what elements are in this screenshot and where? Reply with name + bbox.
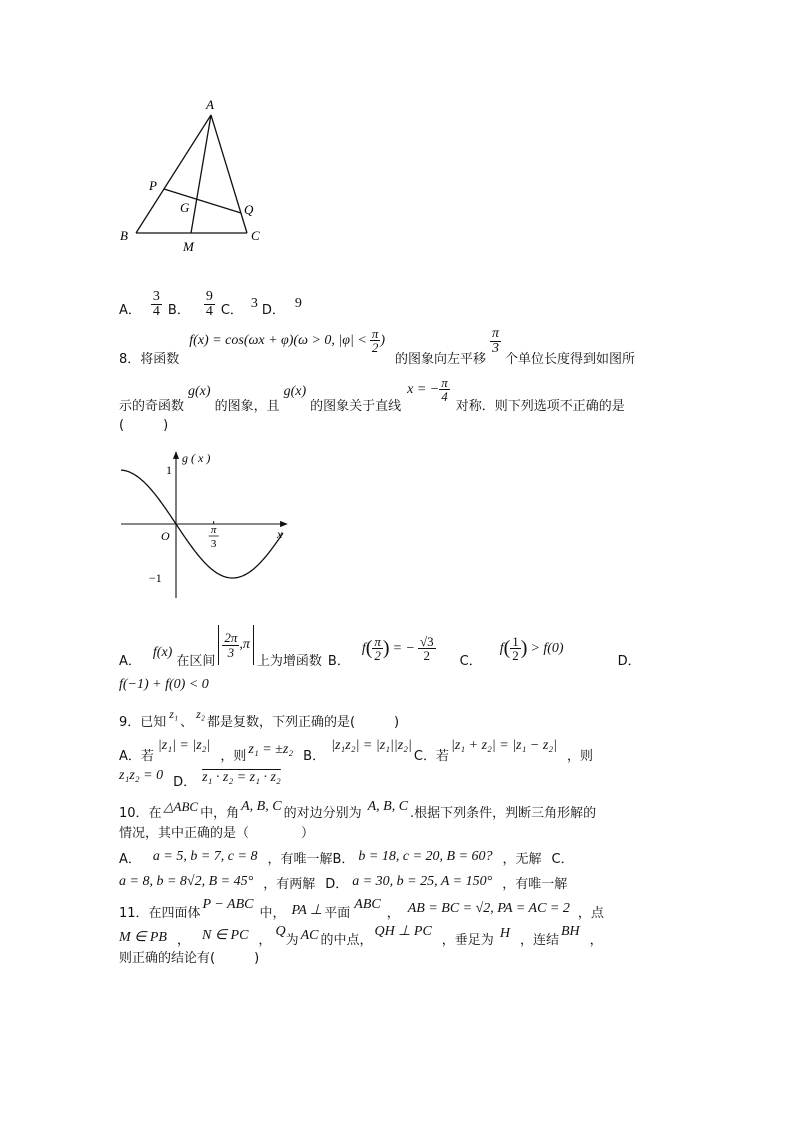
q10-option-c-label: C． <box>551 852 574 867</box>
q8-option-c-label: C． <box>459 654 482 669</box>
q8-option-d-label: D． <box>617 654 641 669</box>
q8-option-d-expr: f(−1) + f(0) < 0 <box>119 677 209 692</box>
q7-option-c-value: 3 <box>250 296 258 311</box>
q9-z2: z₂ <box>196 707 205 721</box>
q8-option-b-expr: f ( $\frac{\pi}{2}$ ) = − $\frac{√3}{2}$ <box>361 633 434 664</box>
q10-option-d-expr: a = 30, b = 25, A = 150° <box>352 874 493 889</box>
q9-option-d-expr: z₁ · z₂ = z₁ · z₂ <box>202 770 281 785</box>
q8-prefix: 8．将函数 <box>119 352 180 367</box>
y-tick-minus-1: −1 <box>149 571 162 585</box>
q9-option-c-label: C．若 <box>413 749 449 764</box>
q8-option-b-label: B． <box>327 654 350 669</box>
q9-stem: 9．已知 z₁ 、 z₂ 都是复数，下列正确的是( ) <box>119 707 400 730</box>
q11-ac: AC <box>300 928 319 943</box>
q8-shift: $\frac{\pi}{3}$ <box>492 325 500 357</box>
q9-option-b-label: B． <box>303 749 326 764</box>
q8-option-a-interval: $\frac{2\pi}{3}$ ,π <box>218 625 254 665</box>
q7-option-a-label: A． <box>119 303 141 318</box>
q8-option-a-label: A． <box>119 654 141 669</box>
q8-line-2: 示的奇函数 g(x) 的图象，且 g(x) 的图象关于直线 x = − $\frac{\pi}{4}$ 对称．则下列选项不正确的是 <box>119 374 625 414</box>
q10-option-d-label: D． <box>325 877 349 892</box>
q7-option-c-label: C． <box>220 303 243 318</box>
q9-option-a-result: z₁ = ±z₂ <box>248 742 294 757</box>
q11-n-in-pc: N ∈ PC <box>201 928 249 943</box>
y-tick-1: 1 <box>166 463 172 477</box>
origin-label: O <box>161 529 170 543</box>
x-tick-num: π <box>210 524 217 536</box>
label-q: Q <box>244 202 254 217</box>
q10-option-a-expr: a = 5, b = 7, c = 8 <box>152 849 258 864</box>
q9-options-line-1: A．若 |z₁| = |z₂| ，则 z₁ = ±z₂ B． |z₁z₂| = |z₁||z₂| C．若 |z₁ + z₂| = |z₁ − z₂| ，则 <box>119 738 593 764</box>
q10-option-b-expr: b = 18, c = 20, B = 60? <box>358 849 493 864</box>
q9-option-c-result: z₁z₂ = 0 <box>119 768 164 783</box>
q10-options-line-2: a = 8, b = 8√2, B = 45° ，有两解 D． a = 30, b = 25, A = 150° ，有唯一解 <box>119 874 568 892</box>
label-m: M <box>183 239 194 254</box>
q11-pa-perp: PA ⊥ <box>291 903 323 918</box>
x-axis-label: x <box>277 527 283 541</box>
q9-option-c-cond: |z₁ + z₂| = |z₁ − z₂| <box>450 738 557 753</box>
q10-angles: A, B, C <box>241 799 282 814</box>
q9-z1: z₁ <box>169 707 179 721</box>
label-c: C <box>251 228 260 243</box>
q7-option-b-label: B． <box>167 303 190 318</box>
q11-h: H <box>499 926 510 941</box>
q10-options-line-1: A． a = 5, b = 7, c = 8 ，有唯一解 B． b = 18, c = 20, B = 60? ，无解 C． <box>119 849 574 867</box>
q8-option-c-expr: f ( $\frac{1}{2}$ ) > f(0) <box>499 633 564 664</box>
q11-tetrahedron: P − ABC <box>202 897 254 912</box>
q7-option-b-value: $\frac{9}{4}$ <box>205 288 213 320</box>
label-a: A <box>206 97 214 112</box>
q8-function: f(x) = cos(ωx + φ)(ω > 0, |φ| < $\frac{\pi}{2}$ ) <box>189 325 386 356</box>
q10-triangle: △ABC <box>163 799 199 814</box>
q10-option-b-label: B． <box>332 852 355 867</box>
q10-option-c-expr: a = 8, b = 8√2, B = 45° <box>119 874 254 889</box>
side-ac <box>211 115 247 233</box>
q11-line-2: M ∈ PB ， N ∈ PC ， Q 为 AC 的中点， QH ⊥ PC ，垂足为 H ，连结 BH ， <box>119 924 603 948</box>
q10-sides: A, B, C <box>367 799 409 814</box>
q7-option-d-label: D． <box>261 303 285 318</box>
q11-plane-abc: ABC <box>354 897 381 912</box>
label-b: B <box>120 228 128 243</box>
q9-option-a-label: A．若 <box>119 749 154 764</box>
q10-stem-2: 情况，其中正确的是（ ） <box>119 826 315 841</box>
q9-options-line-2 <box>119 764 281 790</box>
q11-condition: AB = BC = √2, PA = AC = 2 <box>407 901 570 916</box>
q7-options <box>119 275 302 320</box>
segment-pq <box>164 189 241 213</box>
q8-line-1 <box>119 325 635 367</box>
label-g: G <box>180 200 190 215</box>
q7-option-a-value: $\frac{3}{4}$ <box>152 288 160 320</box>
q8-option-a-fx: f(x) <box>152 645 173 660</box>
q10-stem-1: 10．在 △ABC 中，角 A, B, C 的对边分别为 A, B, C .根据下列条件，判断三角形解的 <box>119 799 597 821</box>
q7-option-d-value: 9 <box>294 296 302 311</box>
x-tick-den: 3 <box>210 538 217 550</box>
q8-answer-paren: ( ) <box>119 418 169 433</box>
q9-option-d-label: D． <box>173 775 197 790</box>
q11-bh: BH <box>560 924 580 939</box>
label-p: P <box>149 178 157 193</box>
median-am <box>191 115 211 233</box>
q9-option-b-expr: |z₁z₂| = |z₁||z₂| <box>331 738 412 753</box>
side-ab <box>136 115 211 233</box>
gx-graph <box>115 448 295 600</box>
y-axis-label: g ( x ) <box>182 451 211 465</box>
q8-gx-2: g(x) <box>283 384 307 399</box>
q8-mid-1: 的图象向左平移 <box>395 352 487 367</box>
q8-gx: g(x) <box>188 384 211 399</box>
q8-mid-2: 个单位长度得到如图所 <box>505 352 636 367</box>
q11-line-3: 则正确的结论有( ) <box>119 951 260 966</box>
q11-line-1: 11．在四面体 P − ABC 中， PA ⊥ 平面 ABC ， AB = BC = √2, PA = AC = 2 ，点 <box>119 897 604 921</box>
q11-q: Q <box>275 924 286 939</box>
triangle-figure <box>110 95 280 260</box>
q8-axis-eq: x = − $\frac{\pi}{4}$ <box>407 374 448 405</box>
q9-option-a-cond: |z₁| = |z₂| <box>157 738 211 753</box>
q8-options-line-1: A． f(x) 在区间 $\frac{2\pi}{3}$ ,π 上为增函数 B． f ( $\frac{\pi}{2}$ ) = − $\frac{√3}{2}$ C． f ( $\frac{1}{2}$ ) > f(0) D． <box>119 621 641 671</box>
q11-m-in-pb: M ∈ PB <box>119 930 167 945</box>
q11-qh-perp: QH ⊥ PC <box>374 924 432 939</box>
q10-option-a-label: A． <box>119 852 141 867</box>
